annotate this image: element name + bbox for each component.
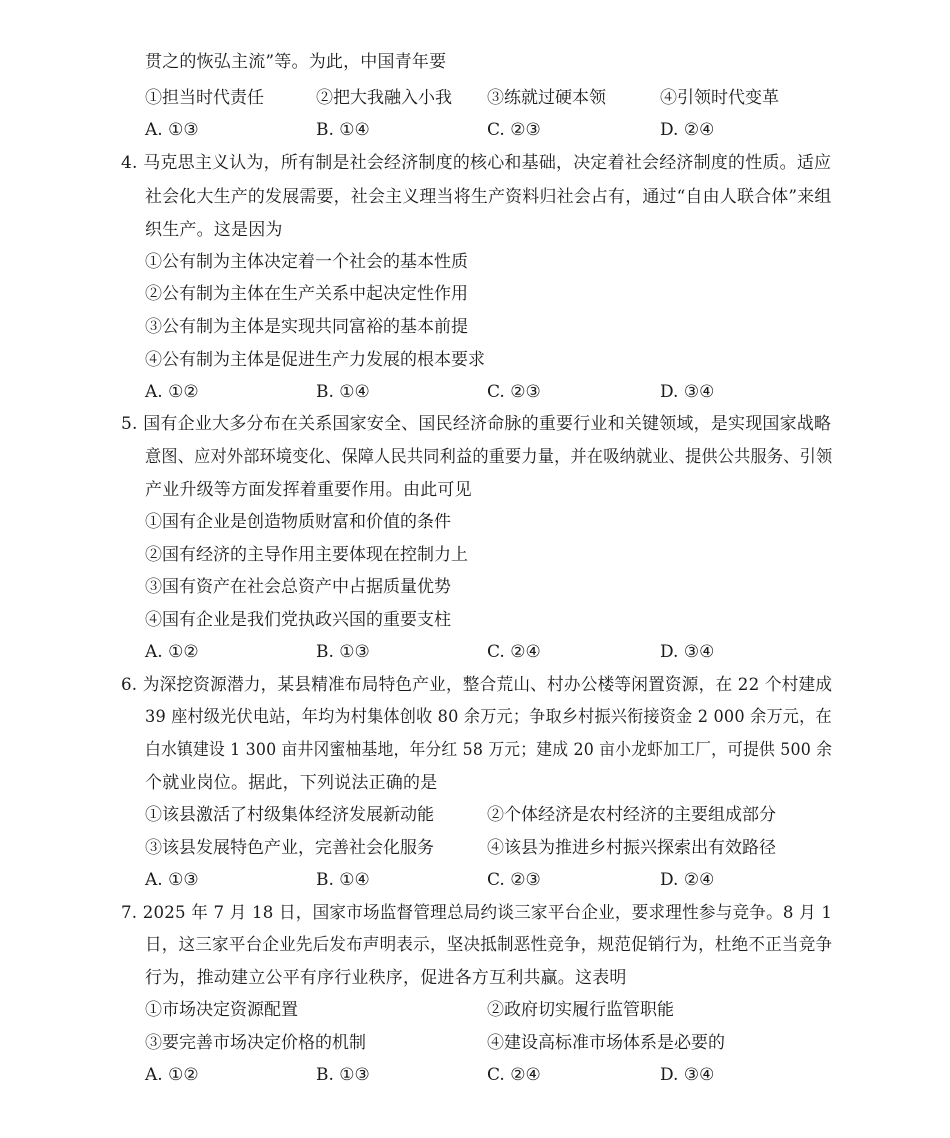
q5-statement-3: ③国有资产在社会总资产中占据质量优势 [145, 577, 451, 597]
q5-statement-1: ①国有企业是创造物质财富和价值的条件 [145, 512, 451, 532]
q6-statement-3: ③该县发展特色产业，完善社会化服务 [145, 838, 434, 858]
q5-statement-4: ④国有企业是我们党执政兴国的重要支柱 [145, 610, 451, 630]
q7-stem-line-3: 行为，推动建立公平有序行业秩序，促进各方互利共赢。这表明 [145, 968, 627, 988]
q4-statement-4: ④公有制为主体是促进生产力发展的根本要求 [145, 350, 485, 370]
q3-option-b: B. ①④ [316, 120, 370, 140]
q4-stem-line-1: 4. 马克思主义认为，所有制是社会经济制度的核心和基础，决定着社会经济制度的性质。适应 [121, 153, 832, 173]
q5-option-a: A. ①② [145, 642, 199, 662]
q7-stem-line-1: 7. 2025 年 7 月 18 日，国家市场监督管理总局约谈三家平台企业，要求理性参与竞争。8 月 1 [121, 903, 833, 923]
q7-statement-4: ④建设高标准市场体系是必要的 [487, 1033, 725, 1053]
q6-option-c: C. ②③ [487, 870, 541, 890]
q6-statement-2: ②个体经济是农村经济的主要组成部分 [487, 805, 776, 825]
q6-option-b: B. ①④ [316, 870, 370, 890]
q5-stem-line-2: 意图、应对外部环境变化、保障人民共同利益的重要力量，并在吸纳就业、提供公共服务、引领 [145, 447, 833, 467]
q6-stem-line-2: 39 座村级光伏电站，年均为村集体创收 80 余万元；争取乡村振兴衔接资金 2 000 余万元，在 [145, 707, 832, 727]
q6-stem-line-4: 个就业岗位。据此，下列说法正确的是 [145, 773, 438, 793]
q3-option-d: D. ②④ [660, 120, 715, 140]
q3-statement-1: ①担当时代责任 [145, 88, 264, 108]
q7-statement-2: ②政府切实履行监管职能 [487, 1000, 674, 1020]
q3-option-a: A. ①③ [145, 120, 199, 140]
q7-option-a: A. ①② [145, 1065, 199, 1085]
q4-option-c: C. ②③ [487, 382, 541, 402]
q4-statement-2: ②公有制为主体在生产关系中起决定性作用 [145, 284, 468, 304]
q7-option-b: B. ①③ [316, 1065, 370, 1085]
q7-option-d: D. ③④ [660, 1065, 715, 1085]
q4-statement-1: ①公有制为主体决定着一个社会的基本性质 [145, 252, 468, 272]
q3-statement-3: ③练就过硬本领 [487, 88, 606, 108]
q6-option-a: A. ①③ [145, 870, 199, 890]
q6-statement-1: ①该县激活了村级集体经济发展新动能 [145, 805, 434, 825]
q4-stem-line-3: 织生产。这是因为 [145, 220, 283, 240]
q6-option-d: D. ②④ [660, 870, 715, 890]
q3-option-c: C. ②③ [487, 120, 541, 140]
q3-stem-line: 贯之的恢弘主流”等。为此，中国青年要 [145, 52, 447, 72]
q4-option-d: D. ③④ [660, 382, 715, 402]
q4-statement-3: ③公有制为主体是实现共同富裕的基本前提 [145, 317, 468, 337]
q5-option-d: D. ③④ [660, 642, 715, 662]
q7-stem-line-2: 日，这三家平台企业先后发布声明表示，坚决抵制恶性竞争，规范促销行为，杜绝不正当竞争 [145, 935, 833, 955]
q3-statement-4: ④引领时代变革 [660, 88, 779, 108]
q3-statement-2: ②把大我融入小我 [316, 88, 452, 108]
q6-statement-4: ④该县为推进乡村振兴探索出有效路径 [487, 838, 776, 858]
q7-statement-3: ③要完善市场决定价格的机制 [145, 1033, 366, 1053]
q5-option-c: C. ②④ [487, 642, 541, 662]
q7-option-c: C. ②④ [487, 1065, 541, 1085]
q6-stem-line-1: 6. 为深挖资源潜力，某县精准布局特色产业，整合荒山、村办公楼等闲置资源，在 22 个村建成 [121, 675, 833, 695]
q5-option-b: B. ①③ [316, 642, 370, 662]
q4-stem-line-2: 社会化大生产的发展需要，社会主义理当将生产资料归社会占有，通过“自由人联合体”来组 [145, 187, 832, 207]
q5-stem-line-3: 产业升级等方面发挥着重要作用。由此可见 [145, 480, 472, 500]
q6-stem-line-3: 白水镇建设 1 300 亩井冈蜜柚基地，年分红 58 万元；建成 20 亩小龙虾加工厂，可提供 500 余 [145, 740, 833, 760]
q5-statement-2: ②国有经济的主导作用主要体现在控制力上 [145, 545, 468, 565]
q4-option-b: B. ①④ [316, 382, 370, 402]
q4-option-a: A. ①② [145, 382, 199, 402]
q7-statement-1: ①市场决定资源配置 [145, 1000, 298, 1020]
q5-stem-line-1: 5. 国有企业大多分布在关系国家安全、国民经济命脉的重要行业和关键领域，是实现国家战略 [121, 414, 832, 434]
